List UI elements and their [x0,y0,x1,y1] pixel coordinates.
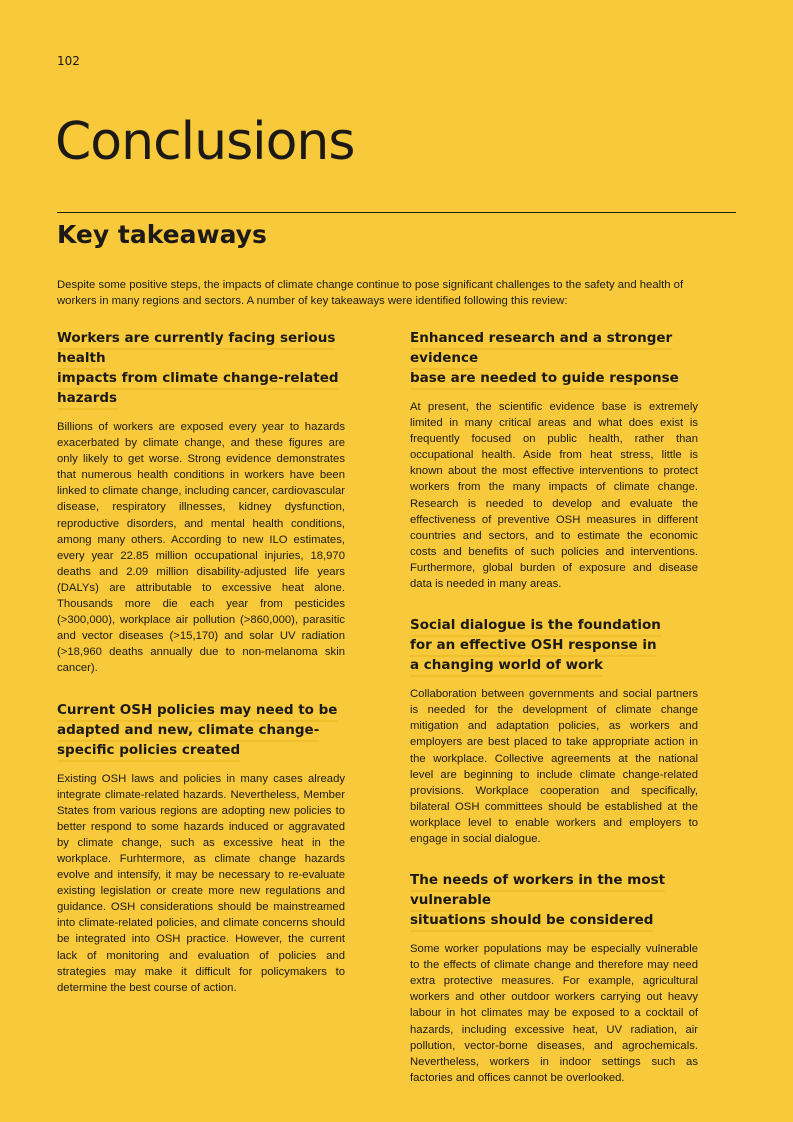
heading-line: Enhanced research and a stronger evidence [410,330,672,370]
heading-line: Current OSH policies may need to be [57,702,337,722]
takeaway-body: At present, the scientific evidence base is extremely limited in many critical areas and what does exist is frequently focused on public health, rather than occupational health. Aside from heat stress, little is known about the most effective interventions to protect workers from the many impacts of climate change. Research is needed to develop and evaluate the effectiveness of preventive OSH measures in different countries and sectors, and to estimate the economic costs and benefits of such policies and interventions. Furthermore, global burden of exposure and disease data is needed in many areas. [410,401,698,591]
heading-line: a changing world of work [410,657,603,677]
heading-line: impacts from climate change-related hazards [57,370,339,410]
takeaway-block [410,614,698,847]
page-title: Conclusions [55,112,355,172]
takeaway-block [57,699,345,996]
heading-line: specific policies created [57,742,240,762]
heading-line: base are needed to guide response [410,370,679,390]
takeaway-block [57,327,345,677]
takeaway-body: Existing OSH laws and policies in many cases already integrate climate-related hazards. Nevertheless, Member States from various regions are adopting new policies to better respond to some hazards induced or aggravated by climate change, such as excessive heat in the workplace. Furhtermore, as climate change hazards evolve and intensify, it may be necessary to re-evaluate existing legislation or create more new regulations and guidance. OSH considerations should be mainstreamed into climate-related policies, and climate concerns should be integrated into OSH practice. However, the current lack of monitoring and evaluation of policies and strategies may make it difficult for policymakers to determine the best course of action. [57,772,345,994]
takeaway-heading [410,869,698,929]
heading-line: Social dialogue is the foundation [410,617,661,637]
takeaway-heading [410,614,698,674]
right-column [410,327,698,1108]
title-rule [57,212,736,213]
takeaway-heading [410,327,698,387]
takeaway-heading [57,699,345,759]
heading-line: for an effective OSH response in [410,637,657,657]
takeaway-heading [57,327,345,407]
takeaway-body: Billions of workers are exposed every year to hazards exacerbated by climate change, and these figures are only likely to get worse. Strong evidence demonstrates that numerous health conditions in workers have been linked to climate change, including cancer, cardiovascular disease, respiratory illnesses, kidney dysfunction, reproductive disorders, and mental health conditions, among many others. According to new ILO estimates, every year 22.85 million occupational injuries, 18,970 deaths and 2.09 million disability-adjusted life years (DALYs) are attributable to excessive heat alone. Thousands more die each year from pesticides (>300,000), workplace air pollution (>860,000), parasitic and vector diseases (>15,170) and solar UV radiation (>18,960 deaths annually due to non-melanoma skin cancer). [57,421,345,675]
heading-line: Workers are currently facing serious health [57,330,335,370]
heading-line: The needs of workers in the most vulnerable [410,872,665,912]
page-number: 102 [57,54,80,68]
section-title: Key takeaways [57,220,267,249]
takeaway-block [410,869,698,1086]
intro-paragraph: Despite some positive steps, the impacts of climate change continue to pose significant challenges to the safety and health of workers in many regions and sectors. A number of key takeaways were identified following this review: [57,279,684,307]
heading-line: adapted and new, climate change- [57,722,319,742]
takeaway-body: Some worker populations may be especially vulnerable to the effects of climate change and therefore may need extra protective measures. For example, agricultural workers and other outdoor workers carrying out heavy labour in hot climates may be exposed to a cocktail of hazards, including excessive heat, UV radiation, air pollution, vector-borne diseases, and agrochemicals. Nevertheless, workers in indoor settings such as factories and offices cannot be overlooked. [410,943,698,1084]
heading-line: situations should be considered [410,912,653,932]
left-column [57,327,345,1018]
takeaway-block [410,327,698,592]
takeaway-body: Collaboration between governments and social partners is needed for the development of climate change mitigation and adaptation policies, as workers and employers are best placed to take appropriate action in the workplace. Collective agreements at the national level are beginning to include climate change-related provisions. Workplace cooperation and specifically, bilateral OSH committees should be established at the workplace level to enable workers and employers to engage in social dialogue. [410,688,698,845]
